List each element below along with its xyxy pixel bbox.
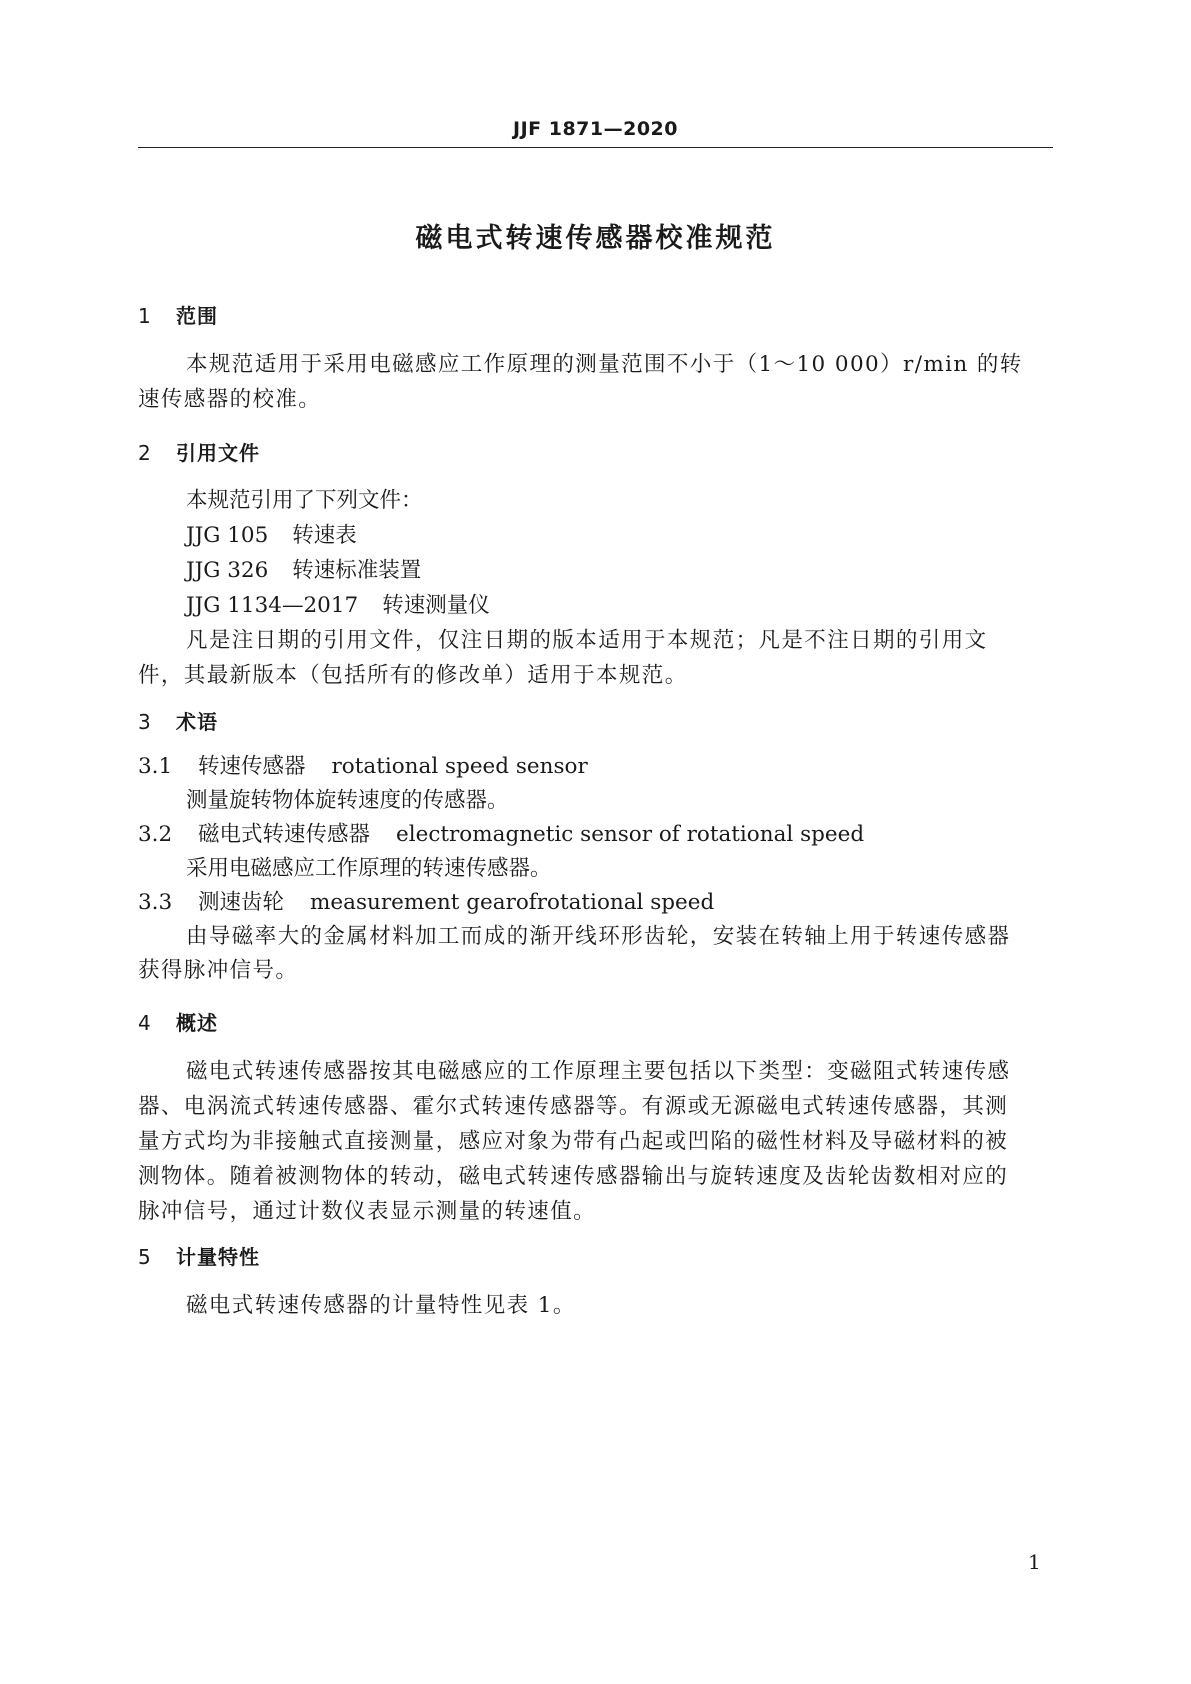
paragraph-line: 本规范适用于采用电磁感应工作原理的测量范围不小于（1～10 000）r/min 的转 [186,352,1023,377]
reference-item [138,553,1053,588]
paragraph-line: 器、电涡流式转速传感器、霍尔式转速传感器等。有源或无源磁电式转速传感器，其测 [138,1094,1009,1119]
term-number: 3.2 [138,822,173,847]
term-heading [138,886,1053,920]
section-4-heading [138,1007,1053,1036]
term-definition: 采用电磁感应工作原理的转速传感器。 [186,856,552,881]
section-title: 引用文件 [176,441,260,465]
section-number: 1 [138,304,152,328]
section-3-body [138,750,1053,988]
section-1-body [138,347,1053,417]
paragraph-line: 量方式均为非接触式直接测量，感应对象为带有凸起或凹陷的磁性材料及导磁材料的被 [138,1129,1009,1154]
reference-intro: 本规范引用了下列文件： [186,488,423,513]
term-heading [138,818,1053,852]
reference-name: 转速表 [292,523,357,548]
paragraph-line: 脉冲信号，通过计数仪表显示测量的转速值。 [138,1199,597,1224]
term-number: 3.1 [138,754,173,779]
term-en: measurement gearofrotational speed [310,890,715,915]
term-number: 3.3 [138,890,173,915]
paragraph-line: 凡是注日期的引用文件，仅注日期的版本适用于本规范；凡是不注日期的引用文 [186,628,988,653]
term-en: rotational speed sensor [331,754,588,779]
paragraph-line: 速传感器的校准。 [138,387,322,412]
section-4-body [138,1054,1053,1229]
header-divider [138,147,1053,148]
term-definition: 获得脉冲信号。 [138,958,299,983]
reference-name: 转速标准装置 [292,558,422,583]
reference-name: 转速测量仪 [382,593,490,618]
paragraph-line: 测物体。随着被测物体的转动，磁电式转速传感器输出与旋转速度及齿轮齿数相对应的 [138,1164,1009,1189]
section-number: 4 [138,1011,152,1035]
term-zh: 磁电式转速传感器 [198,822,371,847]
term-definition: 测量旋转物体旋转速度的传感器。 [186,788,509,813]
section-title: 概述 [176,1011,218,1035]
term-definition: 由导磁率大的金属材料加工而成的渐开线环形齿轮，安装在转轴上用于转速传感器 [186,924,1011,949]
section-5-body [138,1288,1053,1323]
reference-item [138,588,1053,623]
standard-code-header: JJF 1871—2020 [513,118,678,140]
reference-code: JJG 105 [186,523,269,548]
section-number: 3 [138,710,152,734]
term-en: electromagnetic sensor of rotational speed [396,822,865,847]
section-1-heading [138,300,1053,329]
section-title: 范围 [176,304,218,328]
section-number: 2 [138,441,152,465]
section-title: 术语 [176,710,218,734]
section-2-heading [138,437,1053,466]
term-zh: 转速传感器 [198,754,306,779]
paragraph-line: 磁电式转速传感器按其电磁感应的工作原理主要包括以下类型：变磁阻式转速传感 [186,1059,1011,1084]
section-2-body [138,483,1053,693]
term-heading [138,750,1053,784]
section-number: 5 [138,1245,152,1269]
section-3-heading [138,706,1053,735]
term-zh: 测速齿轮 [198,890,285,915]
section-title: 计量特性 [176,1245,260,1269]
document-title: 磁电式转速传感器校准规范 [415,223,776,254]
section-5-heading [138,1241,1053,1270]
reference-item [138,518,1053,553]
reference-code: JJG 1134—2017 [186,593,359,618]
paragraph-line: 件，其最新版本（包括所有的修改单）适用于本规范。 [138,663,688,688]
reference-code: JJG 326 [186,558,269,583]
page-number: 1 [1028,1550,1041,1574]
paragraph-line: 磁电式转速传感器的计量特性见表 1。 [186,1293,576,1318]
